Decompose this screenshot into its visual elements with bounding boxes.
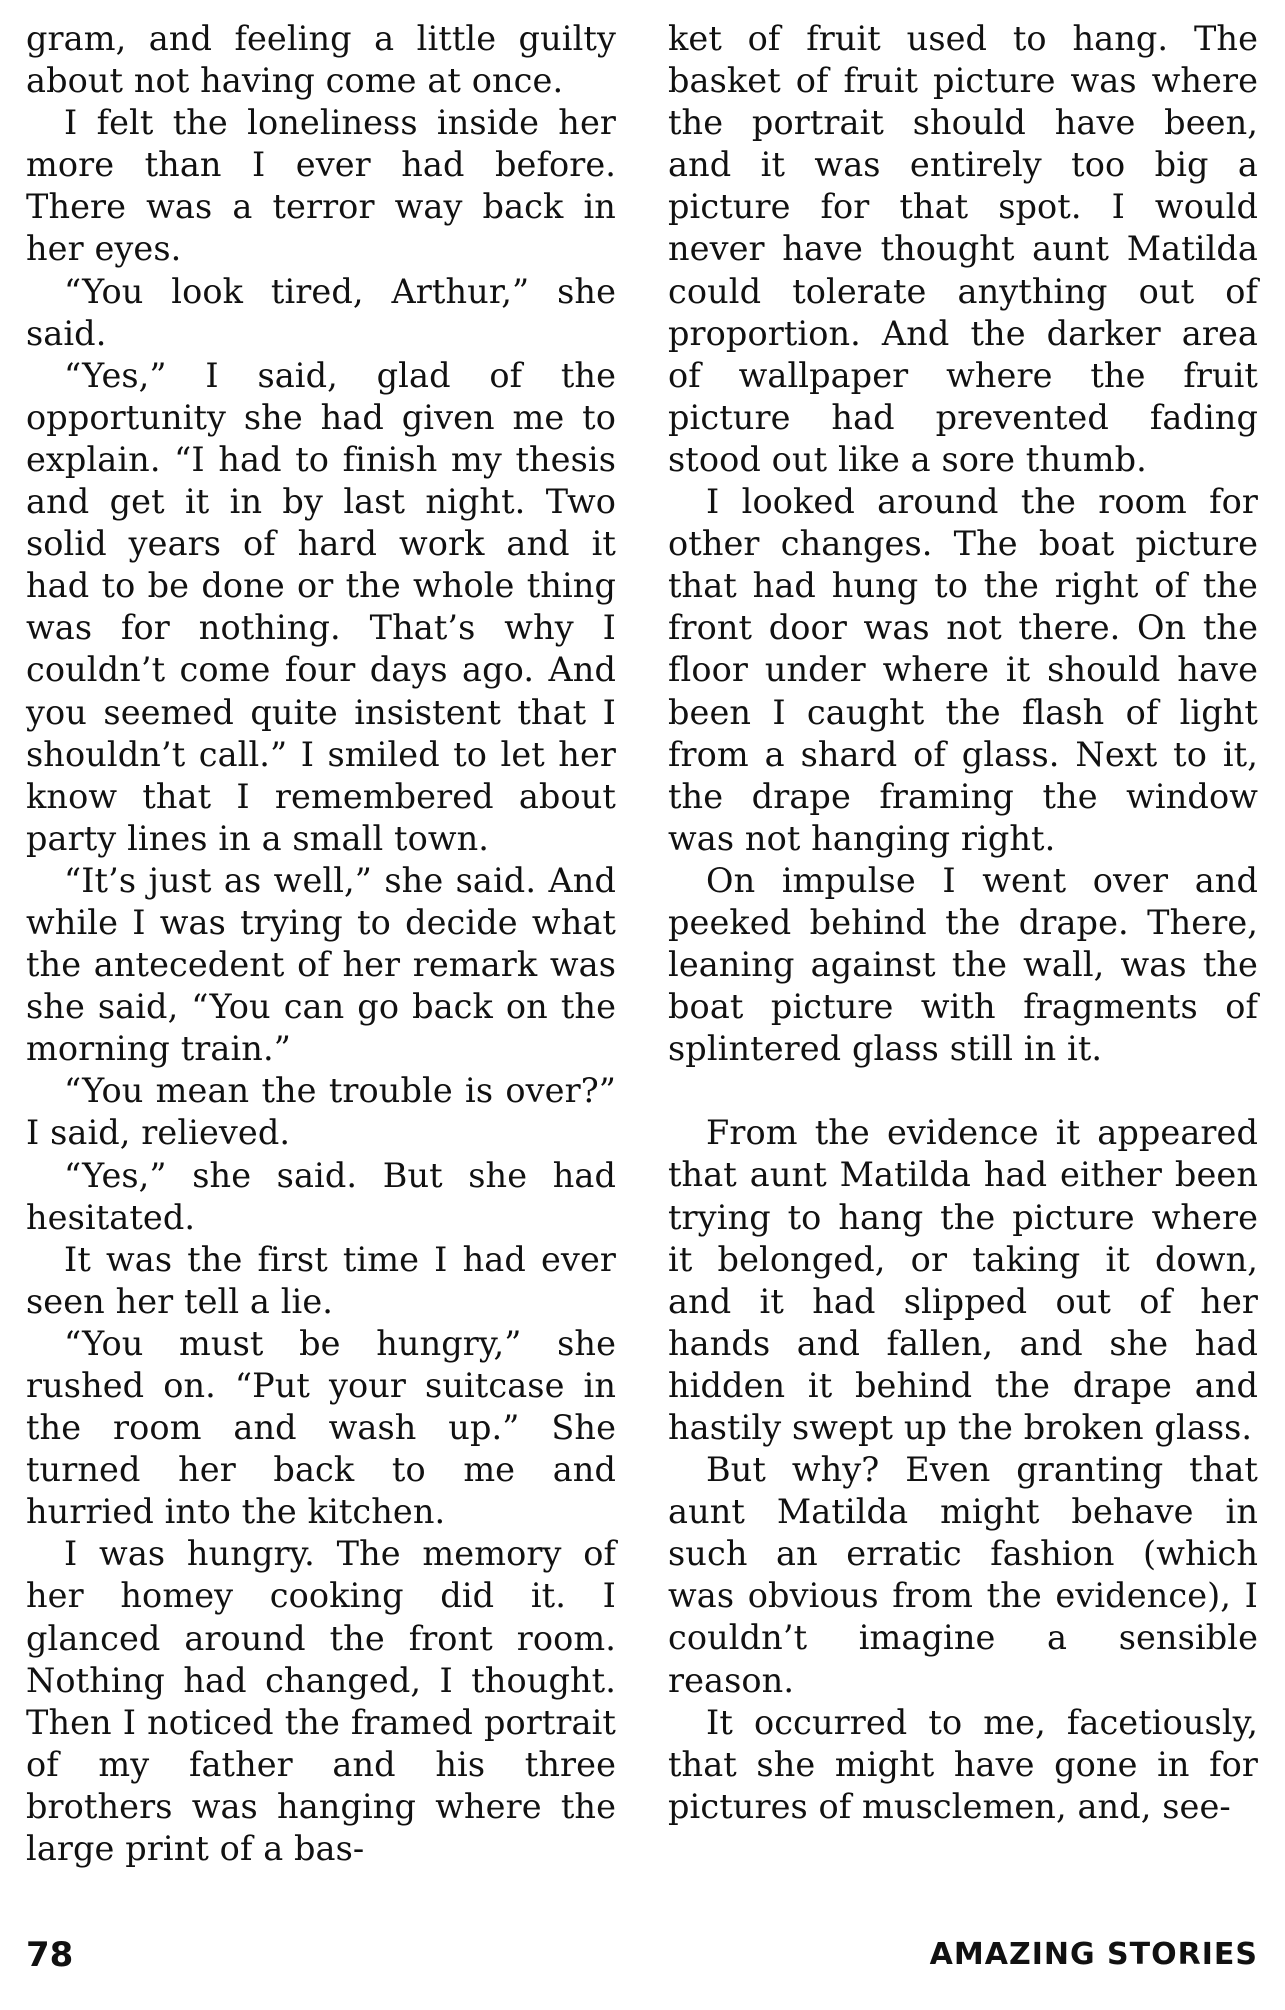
paragraph: “You must be hungry,” she rushed on. “Put your suitcase in the room and wash up.” She turned her back to me and hurried into the kitchen. xyxy=(26,1323,616,1532)
page-footer xyxy=(26,1935,1258,1985)
magazine-name: AMAZING STORIES xyxy=(929,1937,1258,1972)
paragraph: From the evidence it appeared that aunt Matilda had either been trying to hang the picture where it belonged, or taking it down, and it had slipped out of her hands and fallen, and she had hidden it behind the drape and hastily swept up the broken glass. xyxy=(668,1113,1258,1447)
paragraph: “Yes,” she said. But she had hesitated. xyxy=(26,1155,616,1237)
paragraph: “It’s just as well,” she said. And while I was trying to decide what the antecedent of her remark was she said, “You can go back on the morning train.” xyxy=(26,860,616,1069)
left-text-column xyxy=(26,18,616,1870)
paragraph: I felt the loneliness inside her more than I ever had before. There was a terror way back in her eyes. xyxy=(26,103,616,269)
paragraph: “You mean the trouble is over?” I said, relieved. xyxy=(26,1071,616,1153)
paragraph: “Yes,” I said, glad of the opportunity she had given me to explain. “I had to finish my thesis and get it in by last night. Two solid years of hard work and it had to be done or the whole thing was for nothing. That’s why I couldn’t come four days ago. And you seemed quite insistent that I shouldn’t call.” I smiled to let her know that I remembered about party lines in a small town. xyxy=(26,355,616,858)
paragraph: It was the first time I had ever seen her tell a lie. xyxy=(26,1239,616,1321)
paragraph: But why? Even granting that aunt Matilda might behave in such an erratic fashion (which was obvious from the evidence), I couldn’t imagine a sensible reason. xyxy=(668,1450,1258,1700)
page-number: 78 xyxy=(26,1935,74,1975)
paragraph: ket of fruit used to hang. The basket of fruit picture was where the portrait should have been, and it was entirely too big a picture for that spot. I would never have thought aunt Matilda could tolerate anything out of proportion. And the darker area of wallpaper where the fruit picture had prevented fading stood out like a sore thumb. xyxy=(668,19,1258,479)
paragraph: I looked around the room for other changes. The boat picture that had hung to the right of the front door was not there. On the floor under where it should have been I caught the flash of light from a shard of glass. Next to it, the drape framing the window was not hanging right. xyxy=(668,482,1258,858)
paragraph: It occurred to me, facetiously, that she might have gone in for pictures of musclemen, and, see- xyxy=(668,1702,1258,1826)
paragraph: gram, and feeling a little guilty about not having come at once. xyxy=(26,19,616,101)
paragraph: On impulse I went over and peeked behind the drape. There, leaning against the wall, was the boat picture with fragments of splintered glass still in it. xyxy=(668,860,1258,1069)
paragraph: “You look tired, Arthur,” she said. xyxy=(26,271,616,353)
right-text-column xyxy=(668,18,1258,1828)
paragraph: I was hungry. The memory of her homey cooking did it. I glanced around the front room. Nothing had changed, I thought. Then I noticed the framed portrait of my father and his three brothers was hanging where the large print of a bas- xyxy=(26,1534,616,1869)
